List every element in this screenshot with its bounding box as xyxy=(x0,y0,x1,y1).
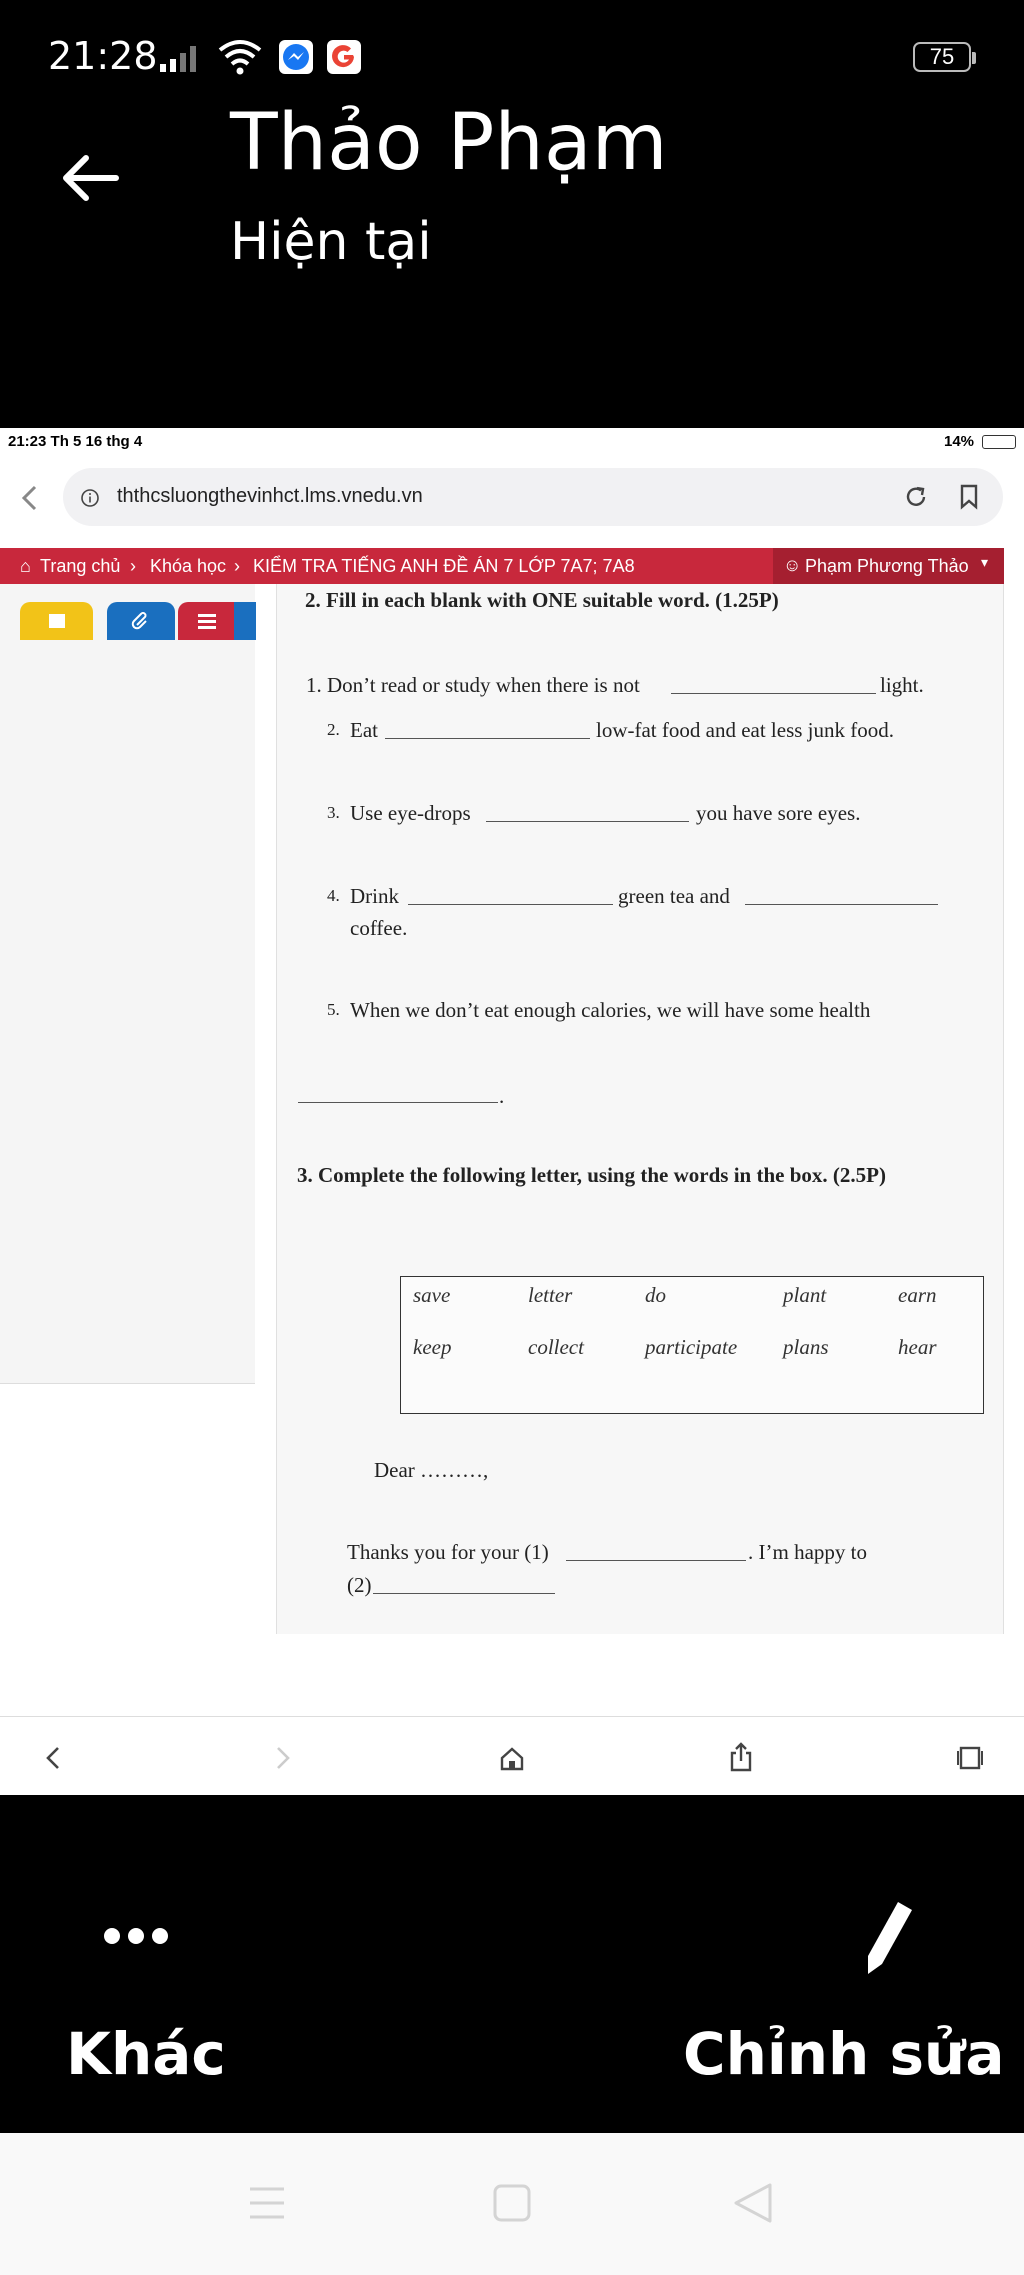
q3-text: Use eye-drops xyxy=(350,801,471,825)
breadcrumb-separator: › xyxy=(130,556,136,576)
word-item: earn xyxy=(898,1283,937,1307)
browser-back-icon[interactable] xyxy=(20,484,40,512)
signal-icon xyxy=(160,44,206,72)
pencil-icon[interactable] xyxy=(860,1898,916,1978)
breadcrumb-courses[interactable]: Khóa học xyxy=(150,556,227,576)
breadcrumb-current[interactable]: KIỂM TRA TIẾNG ANH ĐỀ ÁN 7 LỚP 7A7; 7A8 xyxy=(253,556,635,576)
word-item: participate xyxy=(645,1335,738,1359)
share-icon[interactable] xyxy=(728,1741,754,1773)
attachment-button[interactable] xyxy=(107,602,175,640)
q5-blank[interactable] xyxy=(298,1102,498,1103)
hamburger-icon xyxy=(198,613,216,629)
home-icon[interactable] xyxy=(498,1745,526,1773)
status-time: 21:28 xyxy=(48,34,158,78)
q4-text: Drink xyxy=(350,884,399,908)
word-item: keep xyxy=(413,1335,452,1359)
more-button[interactable]: Khác xyxy=(66,2020,226,2088)
exercise2-heading: 2. Fill in each blank with ONE suitable word. (1.25P) xyxy=(305,588,779,612)
exercise3-heading: 3. Complete the following letter, using the words in the box. (2.5P) xyxy=(297,1163,886,1187)
address-bar[interactable] xyxy=(63,468,1003,526)
q1-blank[interactable] xyxy=(671,693,876,694)
q4-line2: coffee. xyxy=(350,916,408,940)
q3-number: 3. xyxy=(327,803,340,822)
info-icon[interactable] xyxy=(80,488,100,508)
ios-battery-icon xyxy=(982,435,1016,449)
q2-number: 2. xyxy=(327,720,340,739)
back-triangle-icon[interactable] xyxy=(732,2181,774,2225)
user-menu[interactable] xyxy=(773,548,1004,584)
back-icon[interactable] xyxy=(44,1745,62,1771)
notes-button[interactable] xyxy=(20,602,93,640)
caret-down-icon: ▾ xyxy=(981,554,989,570)
letter-line-1: Thanks you for your (1) xyxy=(347,1540,549,1564)
q2-text: Eat xyxy=(350,718,378,742)
messenger-icon xyxy=(279,40,313,74)
word-item: plant xyxy=(783,1283,827,1307)
q2-end: low-fat food and eat less junk food. xyxy=(596,718,895,742)
q1-text: 1. Don’t read or study when there is not xyxy=(306,673,640,697)
breadcrumb-home[interactable]: Trang chủ xyxy=(40,556,121,576)
word-item: do xyxy=(645,1283,666,1307)
sidebar xyxy=(0,584,255,1384)
edit-button[interactable]: Chỉnh sửa xyxy=(683,2020,1005,2088)
q4-middle: green tea and xyxy=(618,884,730,908)
home-icon[interactable]: ⌂ xyxy=(20,556,31,576)
timestamp-label: Hiện tại xyxy=(230,212,432,272)
battery-indicator: 75 xyxy=(913,42,971,72)
word-item: hear xyxy=(898,1335,937,1359)
bookmark-icon[interactable] xyxy=(958,483,980,511)
user-icon: ☺ xyxy=(783,555,802,575)
back-arrow-icon[interactable] xyxy=(60,152,120,204)
contact-name: Thảo Phạm xyxy=(230,98,668,188)
tabs-icon[interactable] xyxy=(955,1745,985,1771)
home-square-icon[interactable] xyxy=(492,2183,532,2223)
q5-number: 5. xyxy=(327,1000,340,1019)
reload-icon[interactable] xyxy=(903,484,929,510)
q3-end: you have sore eyes. xyxy=(696,801,861,825)
q4-blank-2[interactable] xyxy=(745,904,938,905)
ios-time-date: 21:23 Th 5 16 thg 4 xyxy=(8,433,143,450)
word-item: letter xyxy=(528,1283,573,1307)
browser-toolbar xyxy=(0,1716,1024,1795)
note-icon xyxy=(47,612,67,630)
word-item: plans xyxy=(783,1335,829,1359)
menu-button[interactable] xyxy=(178,602,256,640)
letter-line-2: (2) xyxy=(347,1573,372,1597)
word-item: collect xyxy=(528,1335,584,1359)
paperclip-icon xyxy=(131,611,151,631)
letter-blank-2[interactable] xyxy=(373,1593,555,1594)
shared-screenshot[interactable] xyxy=(0,428,1024,1795)
word-item: save xyxy=(413,1283,451,1307)
navigation-bar xyxy=(0,2133,1024,2275)
q4-blank-1[interactable] xyxy=(408,904,613,905)
tab-edge xyxy=(234,602,256,640)
breadcrumb-separator: › xyxy=(234,556,240,576)
letter-blank-1[interactable] xyxy=(566,1560,746,1561)
more-options-icon[interactable] xyxy=(100,1924,172,1948)
q2-blank[interactable] xyxy=(385,738,590,739)
ios-battery-percent: 14% xyxy=(944,433,975,450)
wifi-icon xyxy=(216,36,264,76)
q1-end: light. xyxy=(880,673,924,697)
word-box xyxy=(400,1276,984,1414)
url-text[interactable]: ththcsluongthevinhct.lms.vnedu.vn xyxy=(117,485,423,507)
letter-greeting: Dear ………, xyxy=(374,1458,489,1482)
letter-line-1-end: . I’m happy to xyxy=(748,1540,867,1564)
forward-icon[interactable] xyxy=(274,1745,292,1771)
q5-text: When we don’t eat enough calories, we will have some health xyxy=(350,998,871,1022)
ios-status-bar xyxy=(0,428,1024,456)
q3-blank[interactable] xyxy=(486,821,689,822)
q4-number: 4. xyxy=(327,886,340,905)
user-name[interactable]: Phạm Phương Thảo xyxy=(805,556,969,576)
google-icon xyxy=(327,40,361,74)
recent-apps-icon[interactable] xyxy=(248,2183,286,2223)
q5-end: . xyxy=(499,1084,505,1108)
